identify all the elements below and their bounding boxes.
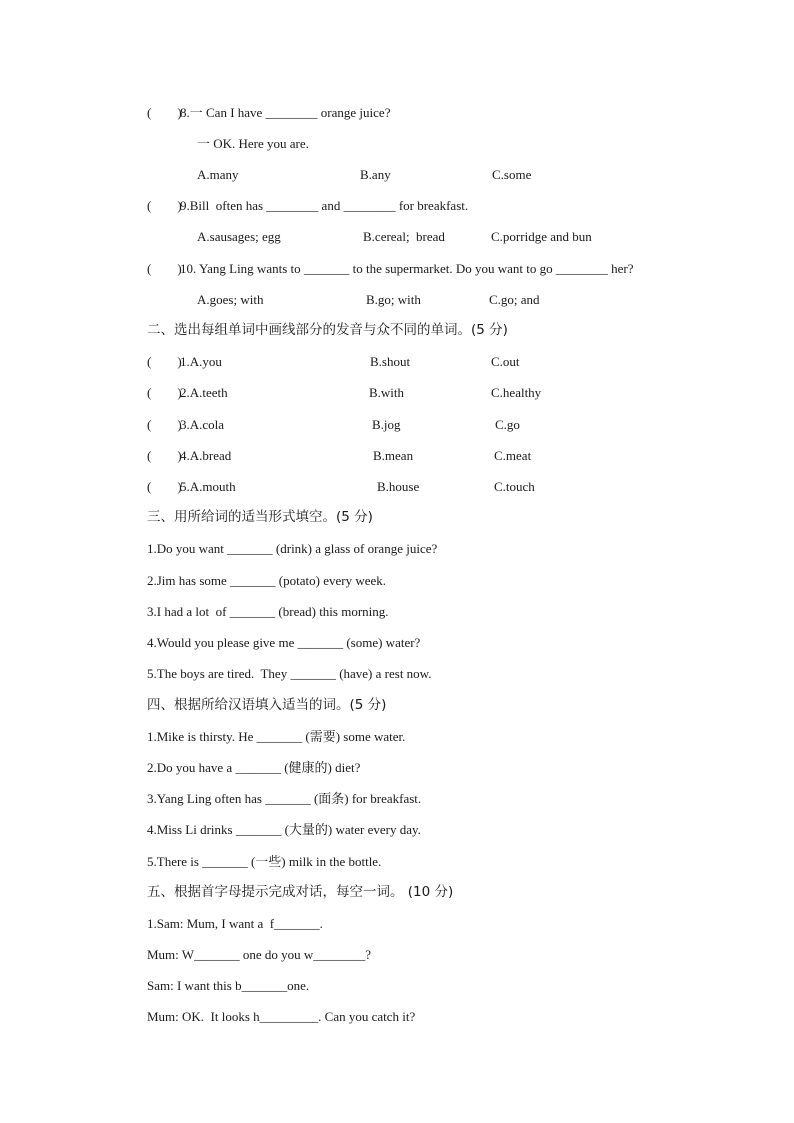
option-c: C.go; and [489, 292, 540, 307]
fill-item: 3.I had a lot of _______ (bread) this morning. [147, 604, 389, 619]
section-4-title: 四、根据所给汉语填入适当的词。(5 分) [147, 697, 387, 713]
fill-item: 2.Jim has some _______ (potato) every week. [147, 573, 387, 588]
option-b: B.jog [372, 417, 401, 432]
fill-item: 1.Do you want _______ (drink) a glass of orange juice? [147, 541, 438, 556]
option-a: A.many [197, 167, 239, 182]
option-a: 1.A.you [180, 354, 222, 369]
answer-paren: ( ) [147, 105, 182, 120]
option-c: C.touch [494, 479, 535, 494]
fill-item: 4.Miss Li drinks _______ (大量的) water every day. [147, 822, 421, 837]
dialogue-line: Sam: I want this b_______one. [147, 978, 310, 993]
answer-paren: ( ) [147, 417, 182, 432]
answer-paren: ( ) [147, 261, 182, 276]
dialogue-line: 1.Sam: Mum, I want a f_______. [147, 916, 323, 931]
fill-item: 1.Mike is thirsty. He _______ (需要) some water. [147, 729, 406, 744]
fill-item: 2.Do you have a _______ (健康的) diet? [147, 760, 361, 775]
option-c: C.healthy [491, 385, 542, 400]
answer-paren: ( ) [147, 479, 182, 494]
dialogue-line: Mum: W_______ one do you w________? [147, 947, 371, 962]
dialogue-reply: 一 OK. Here you are. [197, 136, 309, 151]
option-b: B.go; with [366, 292, 421, 307]
fill-item: 5.The boys are tired. They _______ (have) a rest now. [147, 666, 432, 681]
option-b: B.any [360, 167, 391, 182]
option-c: C.out [491, 354, 520, 369]
option-b: B.shout [370, 354, 411, 369]
question-stem: 9.Bill often has ________ and ________ for breakfast. [180, 198, 469, 213]
option-c: C.go [495, 417, 520, 432]
option-a: 2.A.teeth [180, 385, 228, 400]
option-a: 3.A.cola [180, 417, 225, 432]
option-a: 5.A.mouth [180, 479, 236, 494]
answer-paren: ( ) [147, 448, 182, 463]
option-c: C.meat [494, 448, 532, 463]
dialogue-line: Mum: OK. It looks h_________. Can you catch it? [147, 1009, 416, 1024]
option-c: C.some [492, 167, 532, 182]
fill-item: 5.There is _______ (一些) milk in the bottle. [147, 854, 382, 869]
fill-item: 4.Would you please give me _______ (some) water? [147, 635, 421, 650]
fill-item: 3.Yang Ling often has _______ (面条) for breakfast. [147, 791, 422, 806]
answer-paren: ( ) [147, 385, 182, 400]
answer-paren: ( ) [147, 198, 182, 213]
option-b: B.house [377, 479, 420, 494]
answer-paren: ( ) [147, 354, 182, 369]
question-stem: 8.一 Can I have ________ orange juice? [180, 105, 391, 120]
question-stem: 10. Yang Ling wants to _______ to the supermarket. Do you want to go ________ her? [180, 261, 634, 276]
option-b: B.mean [373, 448, 414, 463]
option-a: A.goes; with [197, 292, 264, 307]
option-b: B.cereal; bread [363, 229, 445, 244]
section-5-title: 五、根据首字母提示完成对话，每空一词。 (10 分) [147, 884, 454, 900]
section-3-title: 三、用所给词的适当形式填空。(5 分) [147, 509, 373, 525]
section-2-title: 二、选出每组单词中画线部分的发音与众不同的单词。(5 分) [147, 322, 508, 338]
option-a: 4.A.bread [180, 448, 232, 463]
option-b: B.with [369, 385, 405, 400]
option-c: C.porridge and bun [491, 229, 592, 244]
option-a: A.sausages; egg [197, 229, 281, 244]
